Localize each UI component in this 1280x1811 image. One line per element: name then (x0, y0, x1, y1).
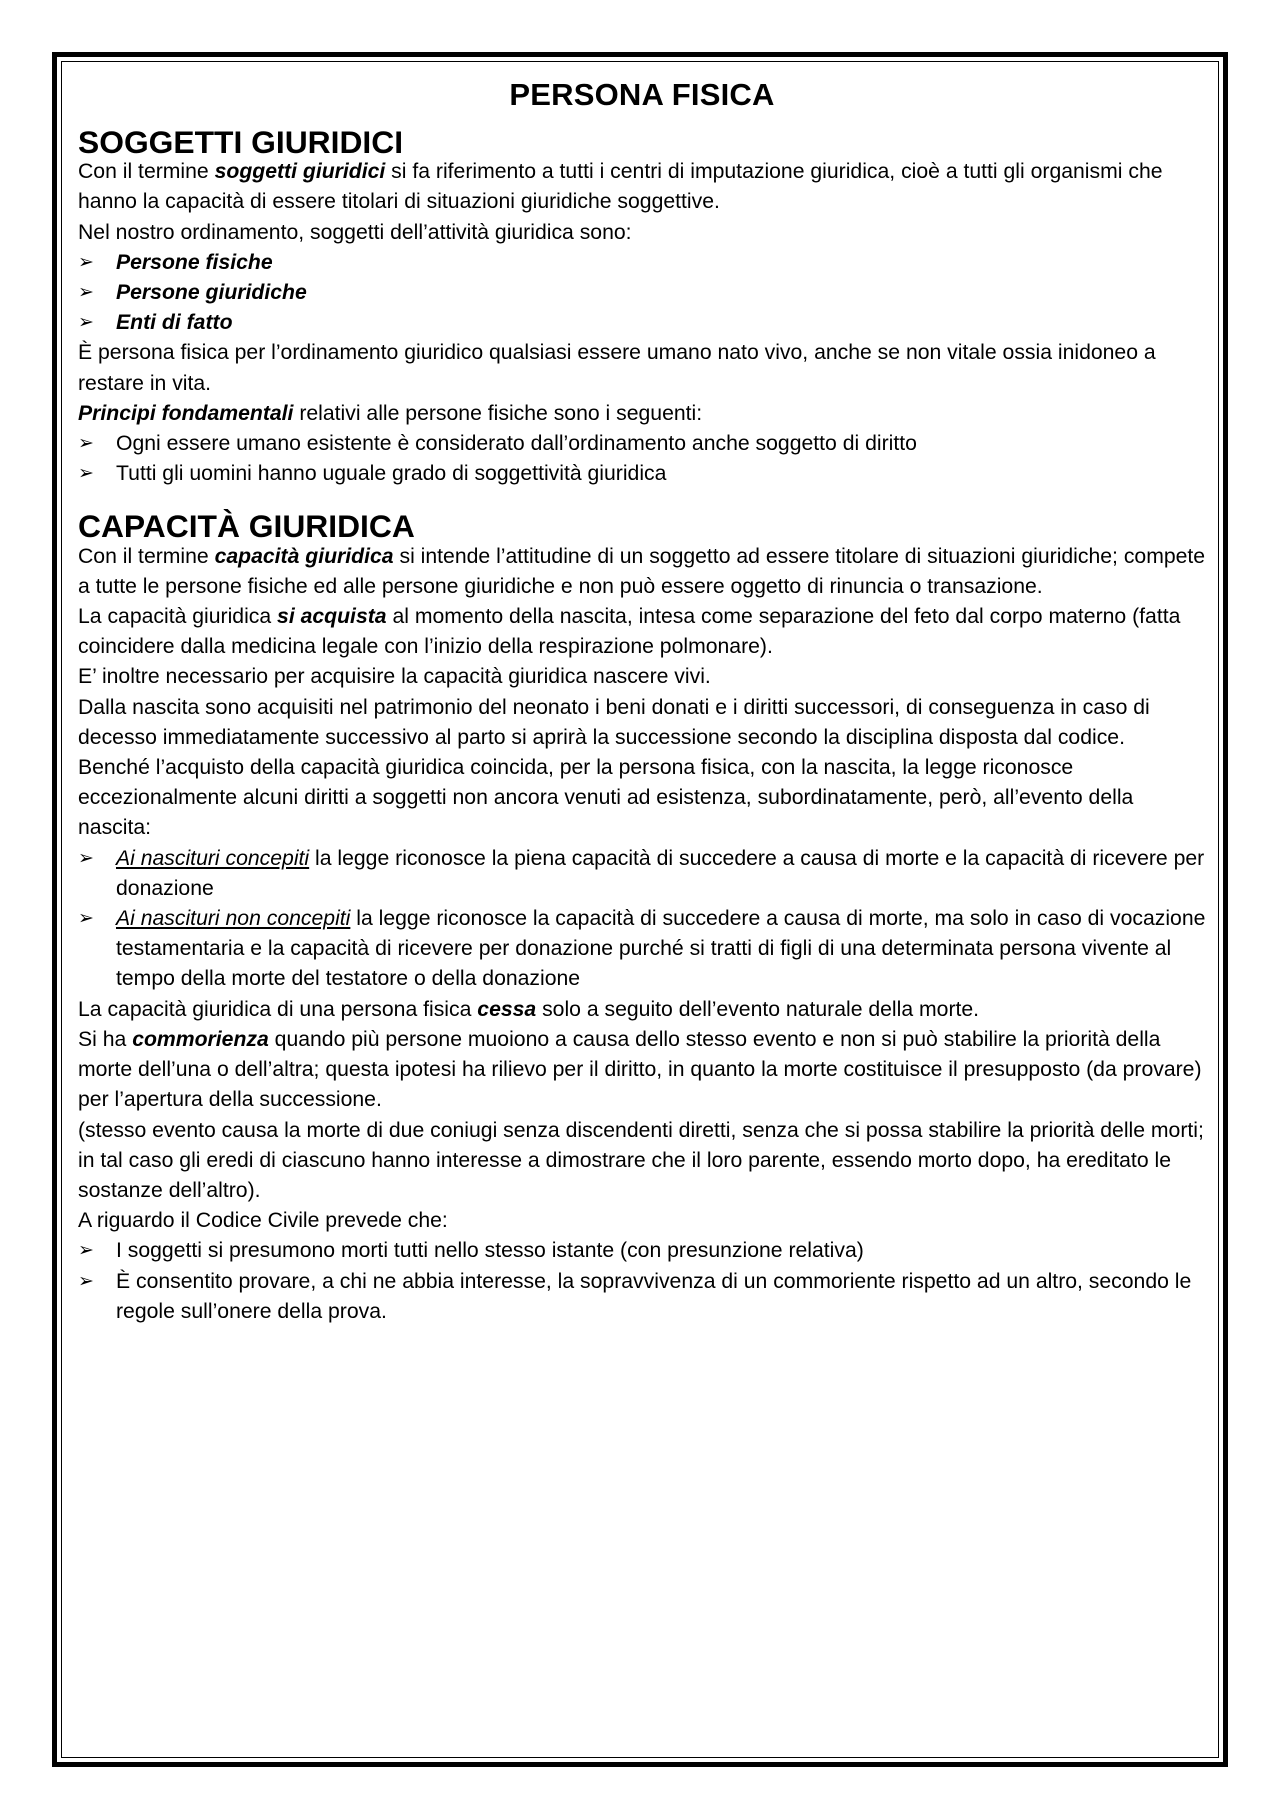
emphasized-term: Enti di fatto (116, 311, 233, 335)
emphasized-term: commorienza (132, 1027, 269, 1051)
arrow-bullet-icon: ➢ (78, 847, 94, 869)
paragraph (78, 157, 1206, 217)
text-run: Nel nostro ordinamento, soggetti dell’attività giuridica sono: (78, 220, 632, 244)
paragraph (78, 1025, 1206, 1116)
list-item (78, 459, 1206, 489)
arrow-bullet-icon: ➢ (78, 433, 94, 455)
page-title: PERSONA FISICA (509, 77, 775, 112)
list-item (78, 429, 1206, 459)
arrow-bullet-icon: ➢ (78, 282, 94, 304)
emphasized-term: capacità giuridica (214, 544, 394, 568)
paragraph (78, 542, 1206, 602)
paragraph (78, 1116, 1206, 1207)
arrow-bullet-icon: ➢ (78, 463, 94, 485)
text-run: È persona fisica per l’ordinamento giuridico qualsiasi essere umano nato vivo, anche se non vitale ossia inidoneo a restare in vita. (78, 341, 1156, 395)
text-run: relativi alle persone fisiche sono i seguenti: (293, 401, 703, 425)
paragraph (78, 753, 1206, 844)
text-run: Dalla nascita sono acquisiti nel patrimonio del neonato i beni donati e i diritti successori, di conseguenza in caso di decesso immediatamente successivo al parto si aprirà la successione secondo la disciplina disposta dal codice. (78, 695, 1150, 749)
page-frame (52, 52, 1228, 1767)
list-item (78, 1267, 1206, 1327)
text-run: la legge riconosce la piena capacità di succedere a causa di morte e la capacità di ricevere per donazione (116, 846, 1205, 900)
text-run: al momento della nascita, intesa come separazione del feto dal corpo materno (fatta coincidere dalla medicina legale con l’inizio della respirazione polmonare). (78, 605, 1181, 659)
emphasized-term: Persone fisiche (116, 250, 273, 274)
bullet-list (78, 429, 1206, 489)
section-heading: CAPACITÀ GIURIDICA (78, 508, 415, 545)
document-body (78, 75, 1206, 1327)
emphasized-term: si acquista (277, 605, 387, 629)
bullet-list (78, 844, 1206, 995)
text-run: I soggetti si presumono morti tutti nello stesso istante (con presunzione relativa) (116, 1239, 864, 1263)
list-item (78, 904, 1206, 995)
text-run: È consentito provare, a chi ne abbia interesse, la sopravvivenza di un commoriente rispetto ad un altro, secondo le regole sull’onere della prova. (116, 1269, 1192, 1323)
emphasized-term: Persone giuridiche (116, 281, 307, 305)
bullet-list (78, 1236, 1206, 1327)
text-run: quando più persone muoiono a causa dello stesso evento e non si può stabilire la priorità della morte dell’una o dell’altra; questa ipotesi ha rilievo per il diritto, in quanto la morte costituisce il presupposto (da provare) per l’apertura della successione. (78, 1027, 1202, 1112)
text-run: Con il termine (78, 160, 215, 184)
list-item (78, 248, 1206, 278)
text-run: solo a seguito dell’evento naturale della morte. (536, 997, 980, 1021)
emphasized-term: Principi fondamentali (78, 401, 294, 425)
list-item (78, 844, 1206, 904)
list-item (78, 308, 1206, 338)
text-run: Ogni essere umano esistente è considerato dall’ordinamento anche soggetto di diritto (116, 432, 917, 456)
text-run: Tutti gli uomini hanno uguale grado di soggettività giuridica (116, 462, 667, 486)
paragraph (78, 602, 1206, 662)
section-heading: SOGGETTI GIURIDICI (78, 124, 404, 160)
arrow-bullet-icon: ➢ (78, 251, 94, 273)
text-run: La capacità giuridica (78, 605, 278, 629)
arrow-bullet-icon: ➢ (78, 1270, 94, 1292)
text-run: si intende l’attitudine di un soggetto ad essere titolare di situazioni giuridiche; compete a tutte le persone fisiche ed alle persone giuridiche e non può essere oggetto di rinuncia o transazione. (78, 544, 1206, 598)
paragraph (78, 662, 1206, 692)
text-run: la legge riconosce la capacità di succedere a causa di morte, ma solo in caso di vocazione testamentaria e la capacità di ricevere per donazione purché si tratti di figli di una determinata persona vivente al tempo della morte del testatore o della donazione (116, 907, 1206, 991)
paragraph (78, 693, 1206, 753)
paragraph (78, 338, 1206, 398)
paragraph (78, 995, 1206, 1025)
text-run: E’ inoltre necessario per acquisire la capacità giuridica nascere vivi. (78, 665, 711, 689)
text-run: Con il termine (78, 544, 215, 568)
list-item (78, 278, 1206, 308)
emphasized-term: cessa (477, 997, 537, 1021)
arrow-bullet-icon: ➢ (78, 312, 94, 334)
arrow-bullet-icon: ➢ (78, 908, 94, 930)
text-run: La capacità giuridica di una persona fisica (78, 997, 478, 1021)
bullet-list (78, 248, 1206, 339)
emphasized-term: soggetti giuridici (214, 160, 386, 184)
underlined-term: Ai nascituri non concepiti (116, 907, 351, 931)
paragraph (78, 218, 1206, 248)
text-run: Benché l’acquisto della capacità giuridica coincida, per la persona fisica, con la nascita, la legge riconosce eccezionalmente alcuni diritti a soggetti non ancora venuti ad esistenza, subordinatamente, però, all’evento della nascita: (78, 756, 1134, 840)
text-run: (stesso evento causa la morte di due coniugi senza discendenti diretti, senza che si possa stabilire la priorità delle morti; in tal caso gli eredi di ciascuno hanno interesse a dimostrare che il loro parente, essendo morto dopo, ha ereditato le sostanze dell’altro). (78, 1118, 1204, 1202)
text-run: Si ha (78, 1027, 133, 1051)
arrow-bullet-icon: ➢ (78, 1240, 94, 1262)
paragraph (78, 399, 1206, 429)
paragraph (78, 1206, 1206, 1236)
text-run: si fa riferimento a tutti i centri di imputazione giuridica, cioè a tutti gli organismi che hanno la capacità di essere titolari di situazioni giuridiche soggettive. (78, 160, 1163, 214)
list-item (78, 1236, 1206, 1266)
text-run: A riguardo il Codice Civile prevede che: (78, 1209, 448, 1233)
underlined-term: Ai nascituri concepiti (116, 846, 310, 870)
